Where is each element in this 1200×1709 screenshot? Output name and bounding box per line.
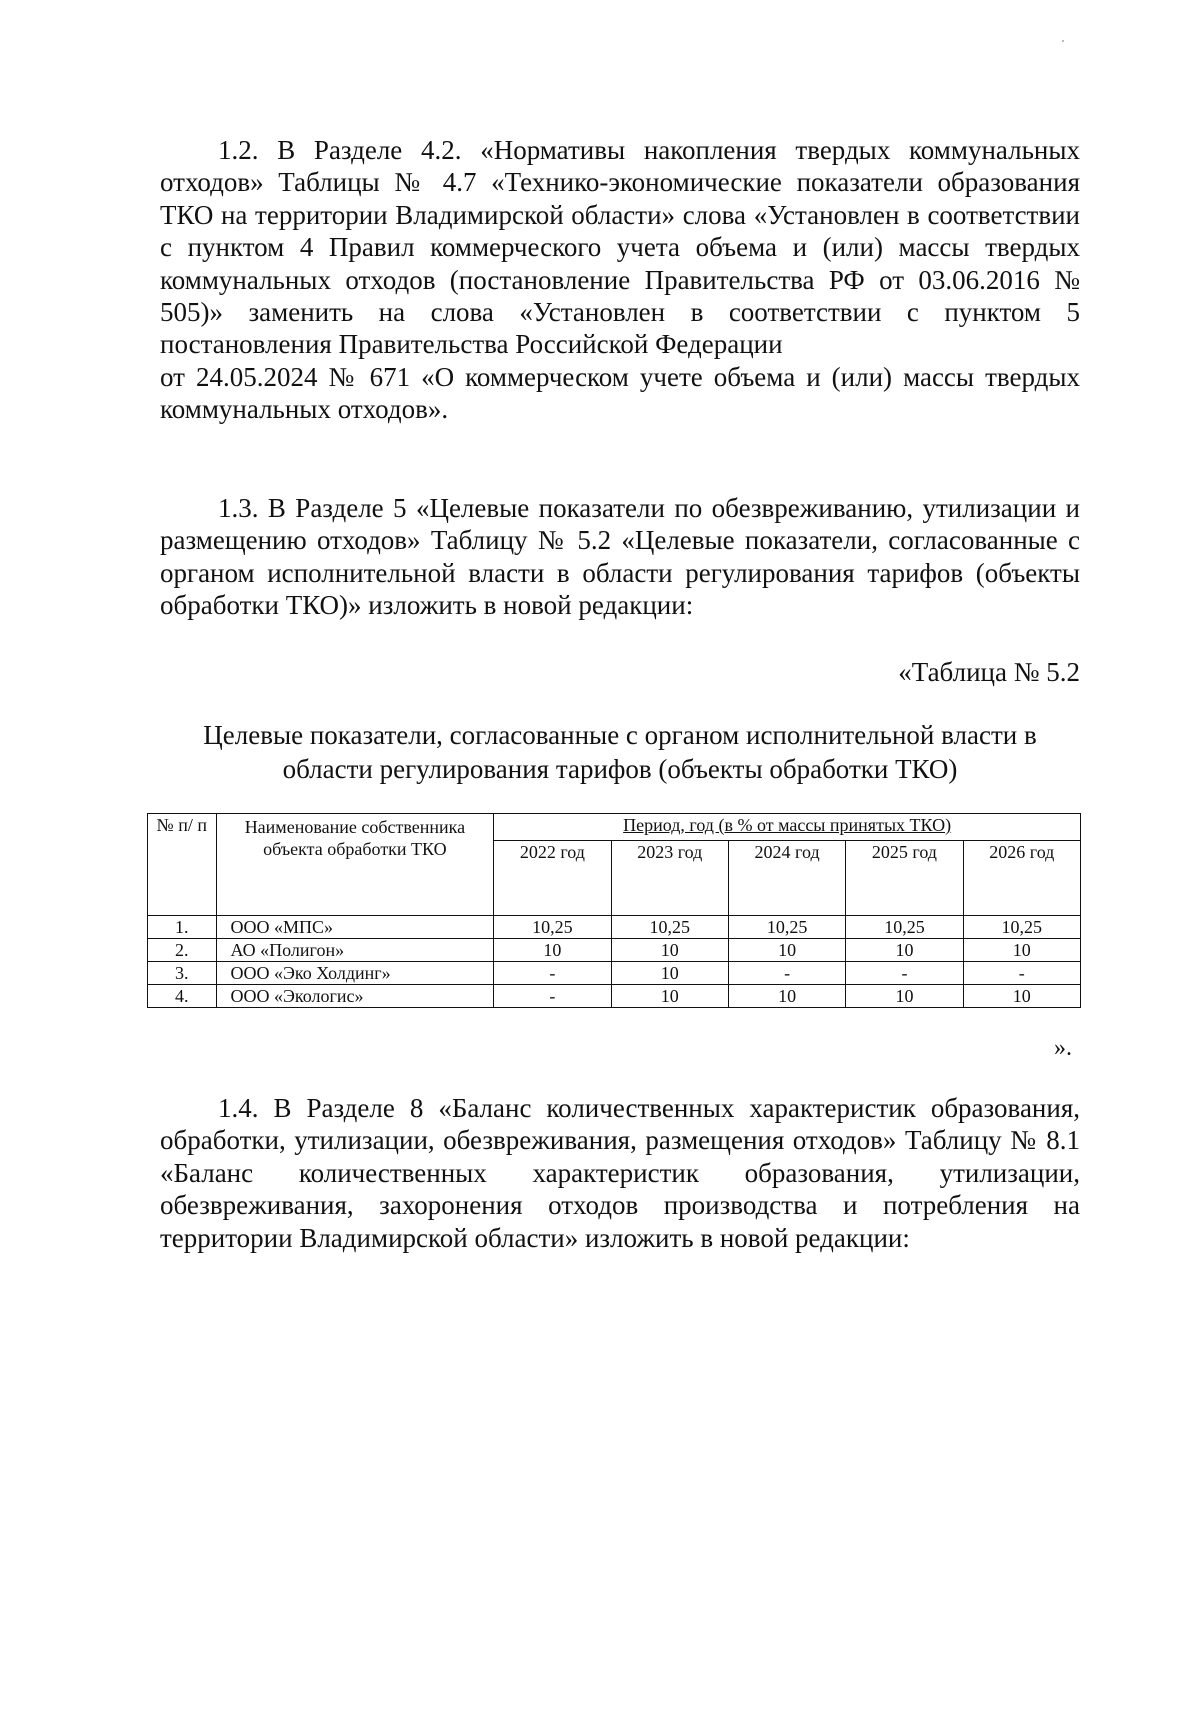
- row-value: 10: [963, 985, 1080, 1008]
- table-title: Целевые показатели, согласованные с органом исполнительной власти в области регулирования тарифов (объекты обработки ТКО): [203, 720, 1037, 784]
- row-value: 10: [728, 985, 845, 1008]
- row-value: -: [846, 962, 963, 985]
- row-owner: АО «Полигон»: [216, 939, 494, 962]
- row-value: 10,25: [846, 916, 963, 939]
- closing-quote: ».: [1054, 1035, 1072, 1061]
- table-row: [148, 962, 1081, 985]
- header-period: Период, год (в % от массы принятых ТКО): [494, 814, 1081, 841]
- row-value: 10,25: [963, 916, 1080, 939]
- header-year-2025: 2025 год: [846, 841, 963, 916]
- row-value: 10: [728, 939, 845, 962]
- row-value: -: [963, 962, 1080, 985]
- row-owner: ООО «МПС»: [216, 916, 494, 939]
- row-value: 10,25: [611, 916, 728, 939]
- header-year-2022: 2022 год: [494, 841, 611, 916]
- row-value: 10: [494, 939, 611, 962]
- row-number: 3.: [148, 962, 217, 985]
- paragraph-1-3: 1.3. В Разделе 5 «Целевые показатели по обезвреживанию, утилизации и размещению отходов» Таблицу № 5.2 «Целевые показатели, согласованные с органом исполнительной власти в области регулирования тарифов (объекты обработки ТКО)» изложить в новой редакции:: [160, 493, 1081, 621]
- row-value: 10: [846, 985, 963, 1008]
- header-owner-name: Наименование собственника объекта обработки ТКО: [216, 814, 494, 916]
- row-value: -: [728, 962, 845, 985]
- row-number: 4.: [148, 985, 217, 1008]
- header-number: № п/ п: [148, 814, 217, 916]
- row-value: 10,25: [728, 916, 845, 939]
- row-number: 1.: [148, 916, 217, 939]
- table-row: [148, 985, 1081, 1008]
- paragraph-1-2: 1.2. В Разделе 4.2. «Нормативы накопления твердых коммунальных отходов» Таблицы № 4.7 «Технико-экономические показатели образования ТКО на территории Владимирской области» слова «Установлен в соответствии с пунктом 4 Правил коммерческого учета объема и (или) массы твердых коммунальных отходов (постановление Правительства РФ от 03.06.2016 № 505)» заменить на слова «Установлен в соответствии с пунктом 5 постановления Правительства Российской Федерации от 24.05.2024 № 671 «О коммерческом учете объема и (или) массы твердых коммунальных отходов».: [160, 135, 1081, 425]
- header-year-2026: 2026 год: [963, 841, 1080, 916]
- row-owner: ООО «Экологис»: [216, 985, 494, 1008]
- row-value: 10: [846, 939, 963, 962]
- paragraph-1-4: 1.4. В Разделе 8 «Баланс количественных характеристик образования, обработки, утилизации, обезвреживания, размещения отходов» Таблицу № 8.1 «Баланс количественных характеристик образования, утилизации, обезвреживания, захоронения отходов производства и потребления на территории Владимирской области» изложить в новой редакции:: [160, 1093, 1080, 1253]
- row-value: 10: [611, 962, 728, 985]
- row-owner: ООО «Эко Холдинг»: [216, 962, 494, 985]
- row-number: 2.: [148, 939, 217, 962]
- row-value: 10: [611, 985, 728, 1008]
- row-value: -: [494, 985, 611, 1008]
- table-row: [148, 939, 1081, 962]
- row-value: 10: [611, 939, 728, 962]
- row-value: 10,25: [494, 916, 611, 939]
- header-year-2023: 2023 год: [611, 841, 728, 916]
- header-year-2024: 2024 год: [728, 841, 845, 916]
- row-value: 10: [963, 939, 1080, 962]
- targets-table: [147, 813, 1081, 1008]
- table-reference: «Таблица № 5.2: [898, 657, 1080, 687]
- table-row: [148, 916, 1081, 939]
- row-value: -: [494, 962, 611, 985]
- scan-speck: [1062, 40, 1064, 42]
